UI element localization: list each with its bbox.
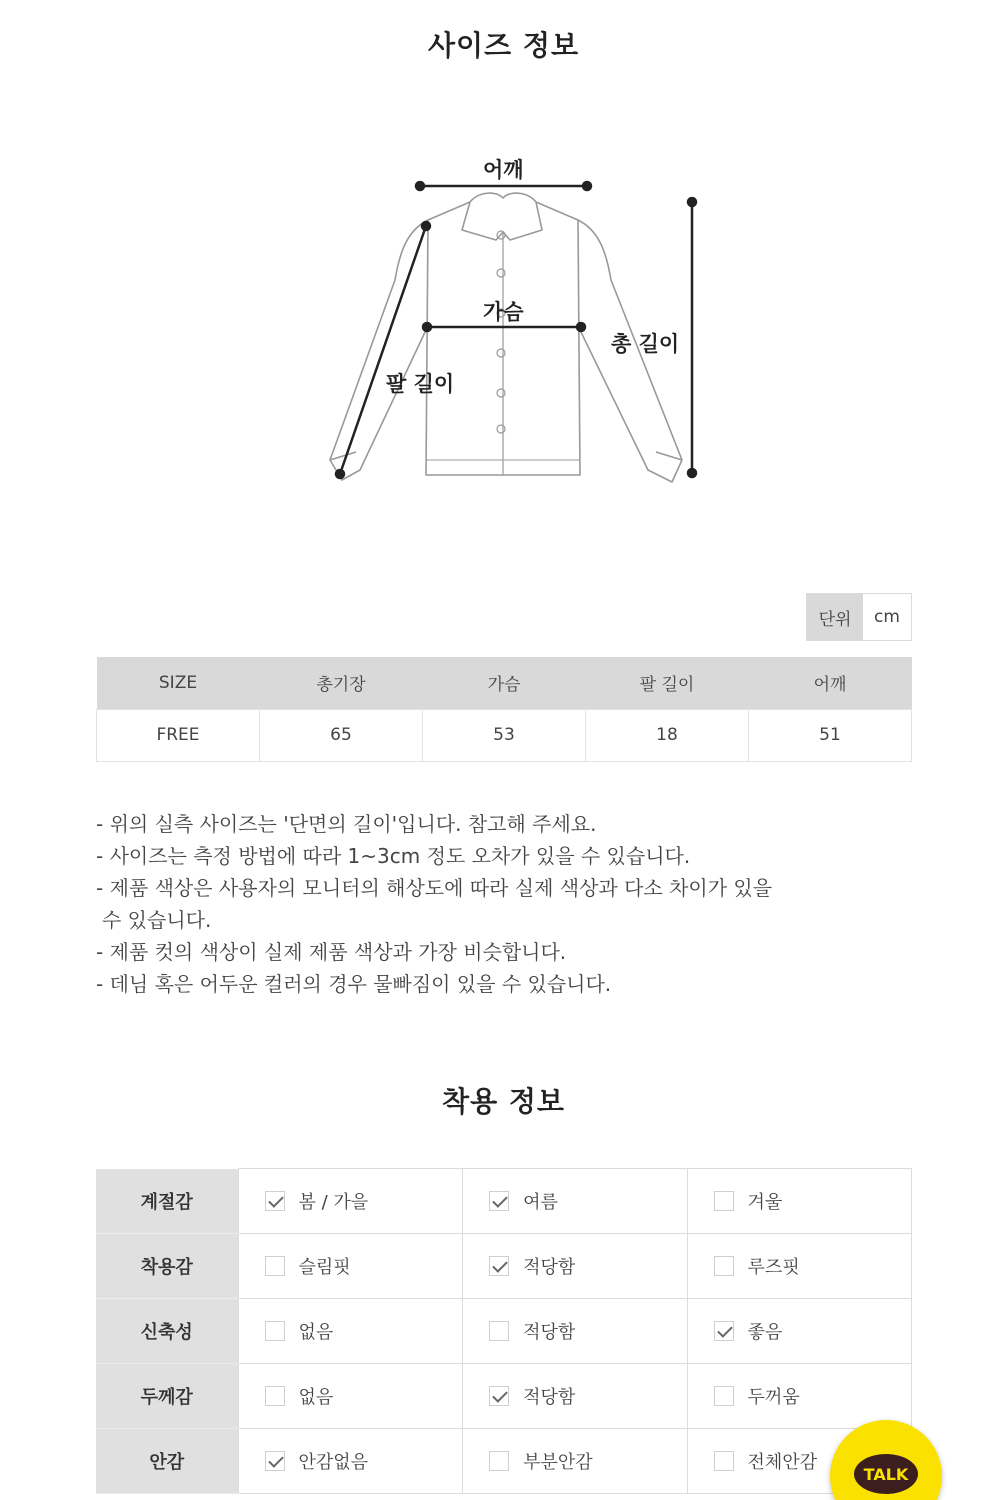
checkbox-unchecked[interactable] [714,1191,734,1211]
cell-size: FREE [97,709,260,761]
wear-option-label: 적당함 [523,1322,576,1343]
wear-row [96,1169,912,1234]
wear-option-cell [238,1169,463,1234]
unit-value: cm [874,607,900,627]
header-shoulder: 어깨 [749,657,912,709]
checkbox-checked[interactable] [489,1256,509,1276]
wear-option-cell [687,1234,911,1299]
wear-option[interactable] [265,1448,463,1474]
wear-option-cell [238,1429,463,1494]
note-line: - 사이즈는 측정 방법에 따라 1~3cm 정도 오차가 있을 수 있습니다. [96,844,691,868]
checkbox-checked[interactable] [489,1191,509,1211]
note-line: 수 있습니다. [102,908,212,932]
wear-row [96,1234,912,1299]
wear-option[interactable] [489,1383,686,1409]
checkbox-unchecked[interactable] [265,1386,285,1406]
wear-info-title: 착용 정보 [442,1085,565,1118]
checkbox-unchecked[interactable] [265,1256,285,1276]
shoulder-label: 어깨 [483,158,524,182]
wear-option-cell [687,1299,911,1364]
wear-row-label: 착용감 [96,1234,238,1299]
wear-option-cell [687,1364,911,1429]
wear-row-label: 신축성 [96,1299,238,1364]
wear-option[interactable] [265,1383,463,1409]
cell-sleeve: 18 [586,709,749,761]
chest-label: 가슴 [483,300,524,324]
checkbox-unchecked[interactable] [714,1256,734,1276]
wear-option-label: 두꺼움 [747,1387,800,1408]
wear-row [96,1364,912,1429]
checkbox-unchecked[interactable] [489,1321,509,1341]
wear-option-label: 적당함 [523,1387,576,1408]
wear-row-label: 안감 [96,1429,238,1494]
wear-option-cell [463,1429,687,1494]
wear-option-label: 없음 [298,1322,334,1343]
wear-option-cell [238,1364,463,1429]
note-line: - 제품 색상은 사용자의 모니터의 해상도에 따라 실제 색상과 다소 차이가 있을 [96,876,773,900]
checkbox-checked[interactable] [489,1386,509,1406]
wear-row [96,1299,912,1364]
header-sleeve: 팔 길이 [586,657,749,709]
wear-row [96,1429,912,1494]
cell-total-length: 65 [260,709,423,761]
shirt-size-diagram [300,140,720,500]
wear-option-label: 겨울 [747,1192,783,1213]
header-total-length: 총기장 [260,657,423,709]
wear-option-label: 좋음 [747,1322,783,1343]
total-length-label: 총 길이 [611,332,680,356]
wear-option[interactable] [714,1188,911,1214]
wear-info-table [96,1168,912,1494]
sleeve-label: 팔 길이 [386,372,455,396]
checkbox-unchecked[interactable] [265,1321,285,1341]
wear-option-label: 여름 [523,1192,558,1213]
size-info-title: 사이즈 정보 [428,29,579,62]
note-line: - 제품 컷의 색상이 실제 제품 색상과 가장 비슷합니다. [96,940,567,964]
wear-option[interactable] [489,1253,686,1279]
wear-option[interactable] [489,1188,686,1214]
wear-option-label: 안감없음 [298,1452,369,1473]
unit-indicator [806,593,912,641]
wear-option-cell [463,1364,687,1429]
checkbox-unchecked[interactable] [714,1386,734,1406]
checkbox-checked[interactable] [265,1451,285,1471]
wear-option-cell [463,1169,687,1234]
talk-bubble-icon [854,1454,918,1494]
wear-option[interactable] [489,1318,686,1344]
table-row [97,709,912,761]
talk-label: TALK [863,1464,909,1484]
checkbox-checked[interactable] [714,1321,734,1341]
size-notes [96,808,816,1000]
size-table-header-row [97,657,912,709]
wear-option-label: 슬림핏 [298,1257,351,1278]
wear-option-cell [238,1234,463,1299]
wear-option-label: 부분안감 [523,1452,593,1473]
unit-label: 단위 [807,594,863,640]
wear-option[interactable] [714,1318,911,1344]
header-chest: 가슴 [423,657,586,709]
wear-option[interactable] [714,1383,911,1409]
wear-option[interactable] [489,1448,686,1474]
checkbox-checked[interactable] [265,1191,285,1211]
wear-option-cell [687,1169,911,1234]
note-line: - 데님 혹은 어두운 컬러의 경우 물빠짐이 있을 수 있습니다. [96,972,612,996]
cell-chest: 53 [423,709,586,761]
wear-option-cell [463,1299,687,1364]
header-size: SIZE [97,657,260,709]
wear-option-label: 없음 [298,1387,334,1408]
wear-option[interactable] [265,1188,463,1214]
wear-option-cell [238,1299,463,1364]
wear-option-label: 봄 / 가을 [298,1192,369,1213]
wear-option-cell [463,1234,687,1299]
checkbox-unchecked[interactable] [714,1451,734,1471]
wear-option[interactable] [714,1253,911,1279]
wear-option[interactable] [265,1253,463,1279]
wear-option-label: 전체안감 [747,1452,818,1473]
wear-row-label: 두께감 [96,1364,238,1429]
wear-option-label: 루즈핏 [747,1257,800,1278]
cell-shoulder: 51 [749,709,912,761]
wear-option-label: 적당함 [523,1257,576,1278]
note-line: - 위의 실측 사이즈는 '단면의 길이'입니다. 참고해 주세요. [96,812,597,836]
checkbox-unchecked[interactable] [489,1451,509,1471]
size-table [96,657,912,762]
wear-option[interactable] [265,1318,463,1344]
wear-row-label: 계절감 [96,1169,238,1234]
